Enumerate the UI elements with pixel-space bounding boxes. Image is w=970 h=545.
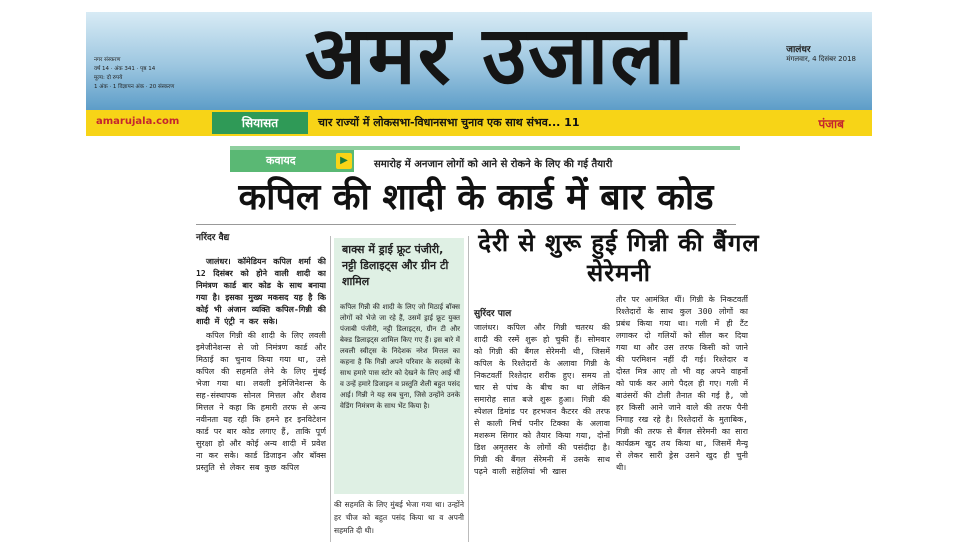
edition-line: मूल्य: दो रुपये xyxy=(94,75,123,81)
sidebar-body: कपिल गिन्नी की शादी के लिए जो मिठाई बॉक्स लोगों को भेजे जा रहे हैं, उसमें ड्राई फ्रूट युक्त पंजाबी पंजीरी, नट्टी डिलाइट्स, ग्रीन टी और बेक्ड डिलाइट्स शामिल किए गए हैं। इस बारे में लवली स्वीट्स के निदेशक नरेश मित्तल का कहना है कि गिन्नी अपने परिवार के सदस्यों के साथ हमारे पास स्टोर को देखने के लिए आई थीं व उन्हें हमारे डिजाइन व प्रस्तुति शैली बहुत पसंद आई। गिन्नी ने यह सब चुना, जिसे उन्होंने उनके वेडिंग निमंत्रण के साथ भेंट किया है। xyxy=(340,303,460,410)
masthead xyxy=(86,12,872,110)
sidebar-continuation: की सहमति के लिए मुंबई भेजा गया था। उन्होंने हर चीज को बहुत पसंद किया था व अपनी सहमति दी थी। xyxy=(334,500,464,535)
city-name: जालंधर xyxy=(786,45,811,55)
story2-column-2: तौर पर आमंत्रित थीं। गिन्नी के निकटवर्ती रिश्तेदारों के साथ कुल 300 लोगों का प्रबंध किया गया था। गली में ही टैंट लगाकर दो गलियों को सील कर दिया गया था और उस तरफ किसी को जाने की परमिशन नहीं दी गई। रिश्तेदार व दोस्त मित्र आए तो भी वह अपने वाहनों को पार्क कर आगे पैदल ही गए। गली में बाउंसरों की टोली तैनात की गई है, जो हर किसी आने जाने वाले की तरफ पैनी निगाह रख रहे है। रिश्तेदारों के मुताबिक, गिन्नी की तरफ से बैंगल सेरेमनी का सारा कार्यक्रम खुद तय किया था, जिसमें मैन्यू से लेकर सारी ड्रेस उसने खुद ही चुनी थी। xyxy=(616,295,748,472)
main-headline: कपिल की शादी के कार्ड में बार कोड xyxy=(238,177,714,218)
section-tab: सियासत xyxy=(212,112,308,134)
masthead-edition-info xyxy=(94,56,174,92)
sidebar-headline: बाक्स में ड्राई फ्रूट पंजीरी, नट्टी डिलाइट्स और ग्रीन टी शामिल xyxy=(342,243,449,288)
issue-date: मंगलवार, 4 दिसंबर 2018 xyxy=(786,55,856,63)
play-icon: ▶ xyxy=(336,153,352,169)
section-strip xyxy=(86,110,872,136)
column-divider xyxy=(330,236,331,542)
edition-line: वर्ष 14 · अंक 341 · पृष्ठ 14 xyxy=(94,66,156,72)
main-article-column xyxy=(196,256,326,540)
story2-headline: देरी से शुरू हुई गिन्नी की बैंगल सेरेमनी xyxy=(478,229,760,287)
state-tag: पंजाब xyxy=(818,117,844,131)
main-byline: नरिंदर वैद्य xyxy=(196,233,230,243)
masthead-dateline xyxy=(786,42,856,64)
column-divider xyxy=(468,236,469,542)
headline-rule xyxy=(196,224,736,225)
kicker-label: कवायद xyxy=(230,150,354,172)
site-link[interactable]: amarujala.com xyxy=(96,116,180,127)
kicker-text: समारोह में अनजान लोगों को आने से रोकने के लिए की गई तैयारी xyxy=(374,159,613,170)
edition-line: नगर संस्करण xyxy=(94,57,121,63)
edition-line: 1 अंक · 1 विज्ञापन अंक · 20 संस्करण xyxy=(94,84,175,90)
strip-headline: चार राज्यों में लोकसभा-विधानसभा चुनाव एक साथ संभव... 11 xyxy=(318,116,580,129)
newspaper-title: अमर उजाला xyxy=(304,12,688,102)
story2-byline: सुरिंदर पाल xyxy=(474,309,512,319)
article-paragraph: जालंधर। कॉमेडियन कपिल शर्मा की 12 दिसंबर को होने वाली शादी का निमंत्रण कार्ड बार कोड के साथ बनाया गया है। इसका मुख्य मकसद यह है कि कोई भी अंजान व्यक्ति कपिल-गिन्नी की शादी में एंट्री न कर सके। xyxy=(196,257,326,326)
article-paragraph: कपिल गिन्नी की शादी के लिए लवली इमेजीनेशन्स से जो निमंत्रण कार्ड और मिठाई का चुनाव किया गया था, उसे कपिल की सहमति लेने के लिए मुंबई भेजा गया था। लवली इमेजिनेशन्स के सह-संस्थापक सोनल मित्तल और शैशव मित्तल ने कहा कि हमारी तरफ से अन्य नवीनता यह रही कि हमने हर इनविटेशन कार्ड पर बार कोड लगाए हैं, ताकि पूर्ण सुरक्षा हो और कोई अन्य शादी में प्रवेश ना कर सके। कार्ड डिजाइन और बॉक्स प्रस्तुति से लेकर सब कुछ कपिल xyxy=(196,331,326,472)
story2-column-1: जालंधर। कपिल और गिन्नी चतरथ की शादी की रस्में शुरू हो चुकी हैं। सोमवार को गिन्नी की बैंगल सेरेमनी थी, जिसमें कपिल के रिश्तेदारों के अलावा गिन्नी के निकटवर्ती रिश्तेदार शरीक हुए। समय तो चार से पांच के बीच का था लेकिन समारोह सात बजे शुरू हुआ। गिन्नी की स्पेशल डिमांड पर हरभजन कैटरर की तरफ से काली मिर्च पनीर टिक्का के अलावा मशरूम सिगार को तैयार किया गया, दोनों डिश अमृतसर के लोगों की पसंदीदा है। गिन्नी की बैंगल सेरेमनी में उसके साथ पढ़ने वाली सहेलियां भी खास xyxy=(474,323,610,476)
